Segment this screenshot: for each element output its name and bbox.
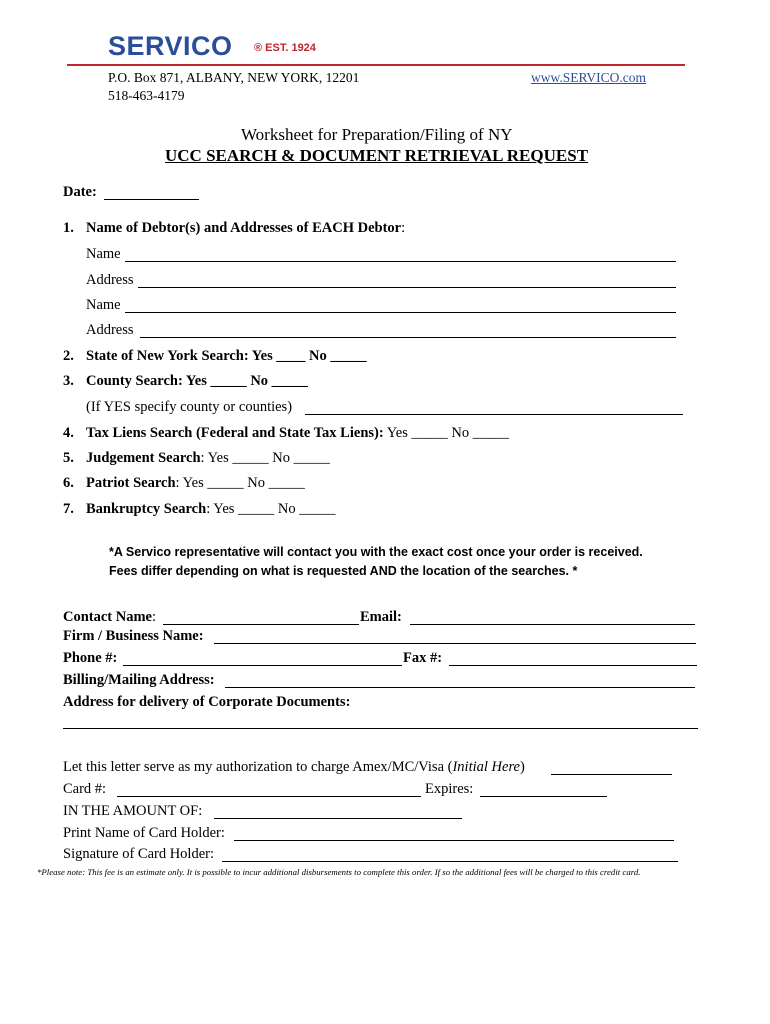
card-number-field[interactable]: [117, 796, 421, 797]
item-1-label: Name of Debtor(s) and Addresses of EACH Debtor: [86, 220, 402, 236]
judgement-search-label: Judgement Search: [86, 450, 201, 466]
company-address: P.O. Box 871, ALBANY, NEW YORK, 12201: [108, 70, 360, 85]
debtor-2-address-field[interactable]: [140, 337, 676, 338]
item-7-number: 7.: [63, 501, 74, 517]
phone-label: Phone #:: [63, 650, 118, 666]
billing-address-field[interactable]: [225, 687, 695, 688]
debtor-2-name-field[interactable]: [125, 312, 676, 313]
fee-footnote: *Please note: This fee is an estimate only. It is possible to incur additional disbursements to complete this order. If so the additional fees will be charged to this credit card.: [37, 867, 641, 877]
card-holder-name-label: Print Name of Card Holder:: [63, 825, 225, 841]
item-3-number: 3.: [63, 373, 74, 389]
card-holder-name-field[interactable]: [234, 840, 674, 841]
authorization-close: ): [519, 759, 525, 775]
bankruptcy-search-options[interactable]: : Yes _____ No _____: [206, 501, 336, 517]
county-specify-field[interactable]: [305, 414, 683, 415]
judgement-search-options[interactable]: : Yes _____ No _____: [200, 450, 330, 466]
email-field[interactable]: [410, 624, 695, 625]
fax-field[interactable]: [449, 665, 697, 666]
authorization-text: Let this letter serve as my authorization to charge Amex/MC/Visa (: [63, 759, 453, 775]
date-label: Date:: [63, 184, 97, 200]
amount-field[interactable]: [214, 818, 462, 819]
form-subtitle: UCC SEARCH & DOCUMENT RETRIEVAL REQUEST: [165, 146, 589, 165]
debtor-2-address-label: Address: [86, 322, 134, 338]
item-2-number: 2.: [63, 348, 74, 364]
billing-address-label: Billing/Mailing Address:: [63, 672, 215, 688]
patriot-search-options[interactable]: : Yes _____ No _____: [175, 475, 305, 491]
company-phone: 518-463-4179: [108, 88, 185, 103]
card-number-label: Card #:: [63, 781, 107, 797]
item-6-number: 6.: [63, 475, 74, 491]
signature-label: Signature of Card Holder:: [63, 846, 215, 862]
form-title: Worksheet for Preparation/Filing of NY: [241, 125, 513, 144]
company-website-link[interactable]: www.SERVICO.com: [531, 70, 647, 85]
item-1-number: 1.: [63, 220, 74, 236]
notice-line-2: Fees differ depending on what is requested AND the location of the searches. *: [109, 564, 578, 578]
firm-name-field[interactable]: [214, 643, 696, 644]
bankruptcy-search-label: Bankruptcy Search: [86, 501, 207, 517]
item-4-number: 4.: [63, 425, 74, 441]
county-search-label: County Search: Yes _____ No _____: [86, 373, 308, 389]
county-specify-label: (If YES specify county or counties): [86, 399, 293, 415]
initial-here-label: Initial Here: [452, 759, 520, 775]
email-label: Email:: [360, 609, 402, 625]
tax-liens-search-options[interactable]: Yes _____ No _____: [386, 425, 509, 441]
fax-label: Fax #:: [403, 650, 443, 666]
initials-field[interactable]: [551, 774, 672, 775]
company-logo: SERVICO: [108, 31, 233, 61]
debtor-1-name-field[interactable]: [125, 261, 676, 262]
delivery-address-label: Address for delivery of Corporate Documents:: [63, 694, 351, 710]
state-search-label: State of New York Search: Yes ____ No _____: [86, 348, 367, 364]
phone-field[interactable]: [123, 665, 402, 666]
tax-liens-search-label: Tax Liens Search (Federal and State Tax Liens):: [86, 425, 384, 441]
debtor-1-address-label: Address: [86, 272, 134, 288]
amount-label: IN THE AMOUNT OF:: [63, 803, 203, 819]
established-label: ® EST. 1924: [254, 42, 316, 54]
notice-line-1: *A Servico representative will contact you with the exact cost once your order is received.: [109, 545, 643, 559]
debtor-2-name-label: Name: [86, 297, 121, 313]
firm-name-label: Firm / Business Name:: [63, 628, 204, 644]
debtor-1-address-field[interactable]: [138, 287, 676, 288]
item-5-number: 5.: [63, 450, 74, 466]
expires-label: Expires:: [425, 781, 474, 797]
patriot-search-label: Patriot Search: [86, 475, 176, 491]
contact-name-colon: :: [152, 609, 157, 625]
date-field[interactable]: [104, 199, 199, 200]
header-divider: [67, 64, 685, 66]
contact-name-label: Contact Name: [63, 609, 152, 625]
delivery-address-field[interactable]: [63, 728, 698, 729]
expires-field[interactable]: [480, 796, 607, 797]
debtor-1-name-label: Name: [86, 246, 121, 262]
item-1-colon: :: [401, 220, 406, 236]
signature-field[interactable]: [222, 861, 678, 862]
contact-name-field[interactable]: [163, 624, 359, 625]
